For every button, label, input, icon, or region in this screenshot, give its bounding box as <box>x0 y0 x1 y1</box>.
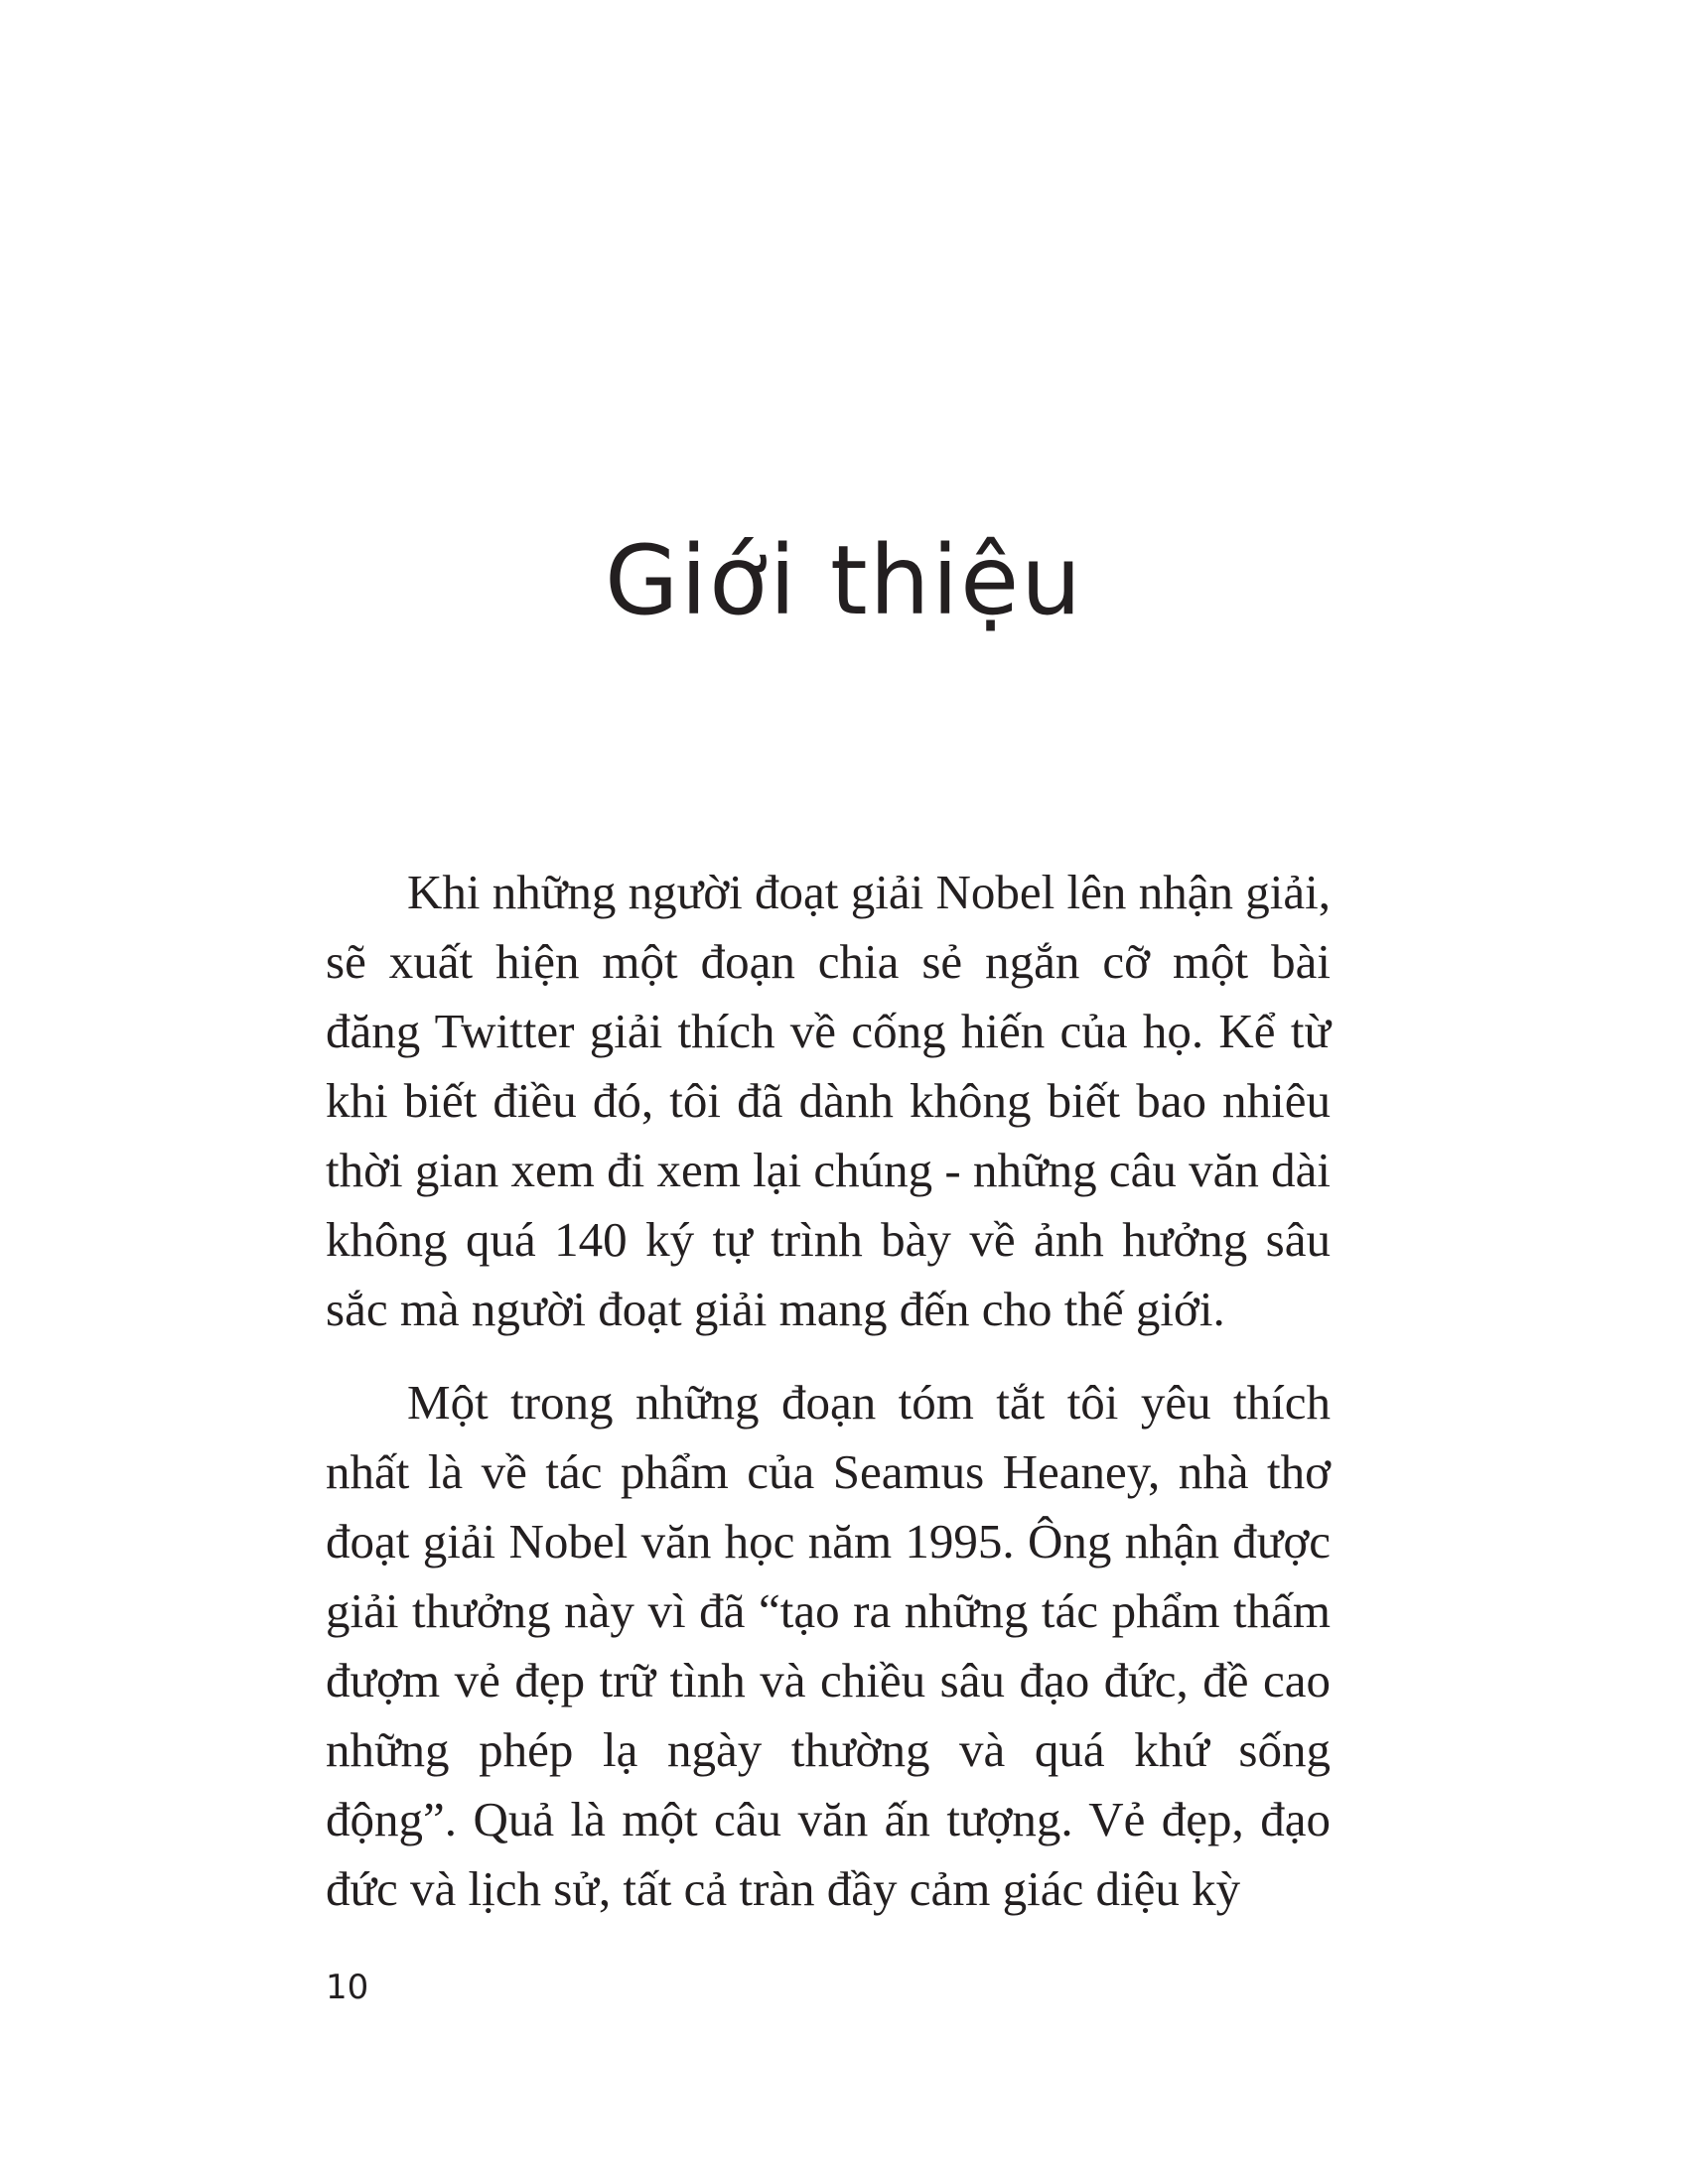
chapter-title: Giới thiệu <box>604 525 1084 636</box>
body-text <box>326 858 1331 1948</box>
paragraph-1: Khi những người đoạt giải Nobel lên nhận giải, sẽ xuất hiện một đoạn chia sẻ ngắn cỡ một bài đăng Twitter giải thích về cống hiến của họ. Kể từ khi biết điều đó, tôi đã dành không biết bao nhiêu thời gian xem đi xem lại chúng - những câu văn dài không quá 140 ký tự trình bày về ảnh hưởng sâu sắc mà người đoạt giải mang đến cho thế giới. <box>326 865 1331 1336</box>
paragraph-2: Một trong những đoạn tóm tắt tôi yêu thích nhất là về tác phẩm của Seamus Heaney, nhà thơ đoạt giải Nobel văn học năm 1995. Ông nhận được giải thưởng này vì đã “tạo ra những tác phẩm thấm đượm vẻ đẹp trữ tình và chiều sâu đạo đức, đề cao những phép lạ ngày thường và quá khứ sống động”. Quả là một câu văn ấn tượng. Vẻ đẹp, đạo đức và lịch sử, tất cả tràn đầy cảm giác diệu kỳ <box>326 1375 1331 1916</box>
page-number: 10 <box>326 1968 369 2007</box>
